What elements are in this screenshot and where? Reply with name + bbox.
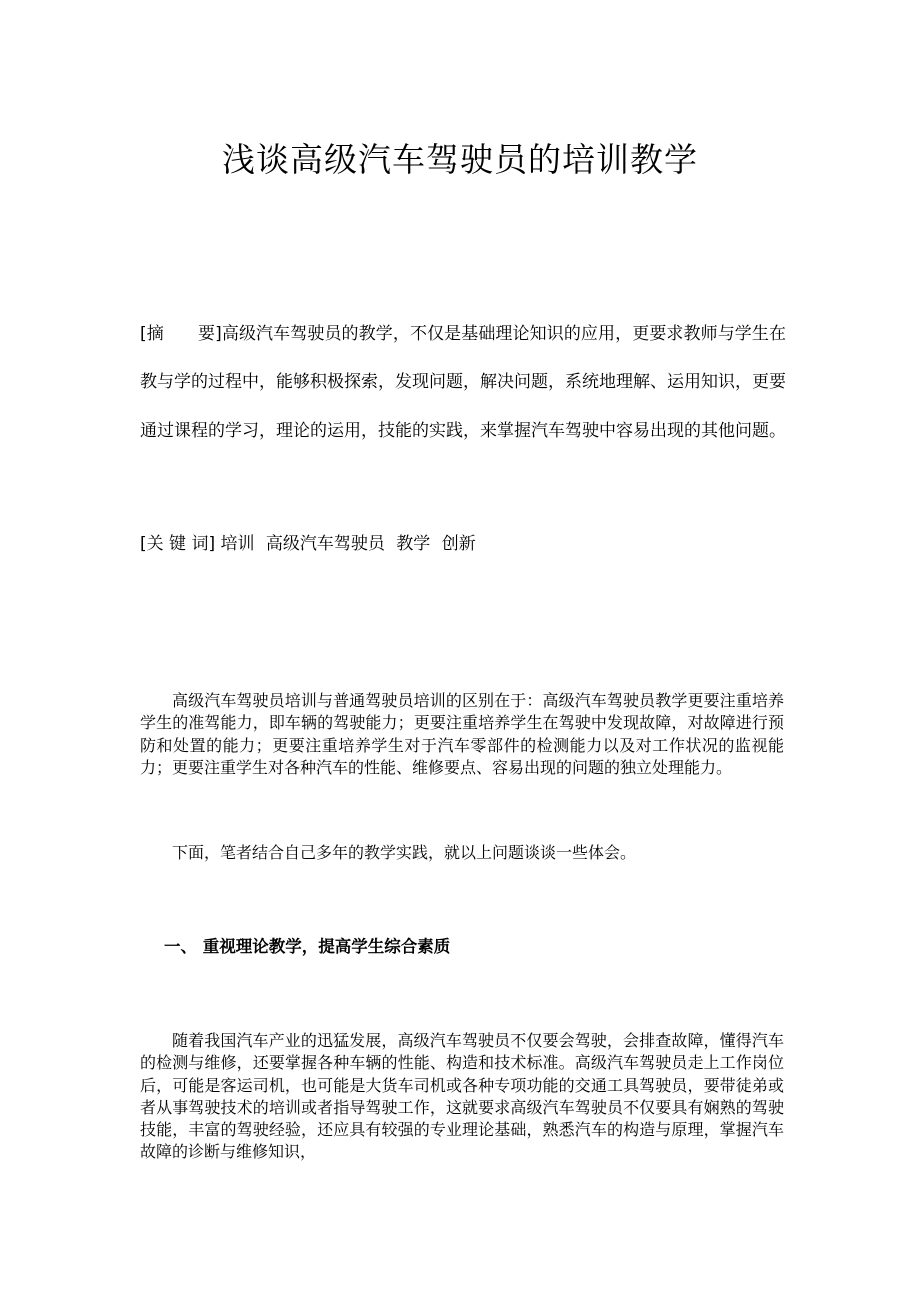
abstract-label: [摘 要] — [140, 324, 222, 344]
section-heading: 一、 重视理论教学，提高学生综合素质 — [164, 937, 451, 956]
keyword-item: 创新 — [441, 534, 476, 554]
abstract-block — [140, 310, 786, 455]
keywords-block — [140, 528, 786, 560]
section-paragraph: 随着我国汽车产业的迅猛发展，高级汽车驾驶员不仅要会驾驶，会排查故障，懂得汽车的检测与维修，还要掌握各种车辆的性能、构造和技术标准。高级汽车驾驶员走上工作岗位后，可能是客运司机，也可能是大货车司机或各种专项功能的交通工具驾驶员，要带徒弟或者从事驾驶技术的培训或者指导驾驶工作，这就要求高级汽车驾驶员不仅要具有娴熟的驾驶技能，丰富的驾驶经验，还应具有较强的专业理论基础，熟悉汽车的构造与原理，掌握汽车故障的诊断与维修知识， — [140, 1031, 784, 1162]
keywords-label: [关 键 词] — [140, 534, 216, 554]
document-title: 浅谈高级汽车驾驶员的培训教学 — [222, 140, 698, 179]
keyword-item: 高级汽车驾驶员 — [265, 534, 385, 554]
abstract-text: 高级汽车驾驶员的教学，不仅是基础理论知识的应用，更要求教师与学生在教与学的过程中，能够积极探索，发现问题，解决问题，系统地理解、运用知识，更要通过课程的学习，理论的运用，技能的实践，来掌握汽车驾驶中容易出现的其他问题。 — [140, 324, 787, 441]
intro-paragraph: 高级汽车驾驶员培训与普通驾驶员培训的区别在于：高级汽车驾驶员教学更要注重培养学生的准驾能力，即车辆的驾驶能力；更要注重培养学生在驾驶中发现故障，对故障进行预防和处置的能力；更要注重培养学生对于汽车零部件的检测能力以及对工作状况的监视能力；更要注重学生对各种汽车的性能、维修要点、容易出现的问题的独立处理能力。 — [140, 691, 784, 777]
keyword-item: 教学 — [396, 534, 431, 554]
transition-paragraph: 下面，笔者结合自己多年的教学实践，就以上问题谈谈一些体会。 — [172, 843, 637, 862]
keyword-item: 培训 — [220, 534, 255, 554]
